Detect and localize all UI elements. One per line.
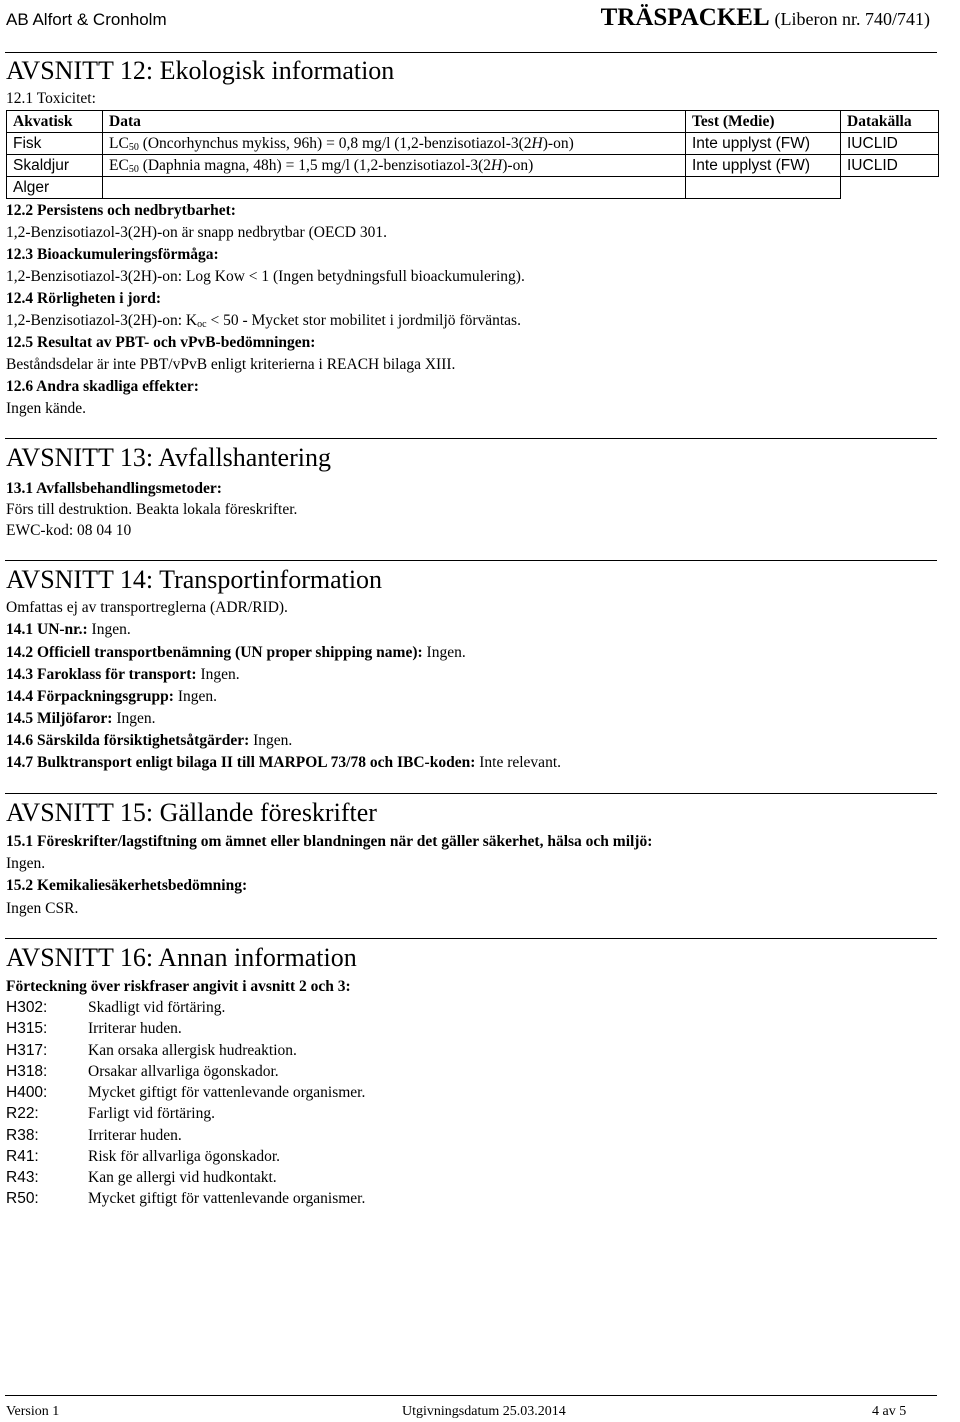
phrase-text: Orsakar allvarliga ögonskador.	[88, 1063, 279, 1080]
section-16-divider	[5, 938, 937, 939]
header-divider	[5, 52, 937, 53]
row-group: Skaldjur	[7, 155, 103, 177]
section-16-title: AVSNITT 16: Annan information	[6, 943, 357, 972]
section-15-divider	[5, 793, 937, 794]
transport-item: 14.1 UN-nr.: Ingen.	[6, 621, 131, 638]
footer-version: Version 1	[6, 1404, 60, 1419]
section-13-divider	[5, 438, 937, 439]
other-effects-text: Ingen kände.	[6, 400, 87, 417]
section-12-title: AVSNITT 12: Ekologisk information	[6, 56, 395, 85]
row-test: Inte upplyst (FW)	[686, 133, 841, 155]
chemical-safety-text: Ingen CSR.	[6, 900, 79, 917]
toxicity-heading: 12.1 Toxicitet:	[6, 90, 96, 107]
other-effects-heading: 12.6 Andra skadliga effekter:	[6, 378, 199, 395]
row-test: Inte upplyst (FW)	[686, 155, 841, 177]
regulations-text: Ingen.	[6, 855, 46, 872]
phrase-code: H302:	[6, 999, 48, 1016]
product-title	[601, 4, 930, 32]
row-data: $LC_{50}$ (Oncorhynchus mykiss, 96h) = 0,8 mg/l (1,2-benzisotiazol-3(2H)-on)	[103, 133, 686, 155]
footer-date: Utgivningsdatum 25.03.2014	[402, 1404, 566, 1419]
row-data: $EC_{50}$ (Daphnia magna, 48h) = 1,5 mg/l (1,2-benzisotiazol-3(2H)-on)	[103, 155, 686, 177]
phrase-code: R38:	[6, 1127, 39, 1144]
row-test	[686, 177, 841, 199]
table-row	[7, 177, 939, 199]
phrase-text: Farligt vid förtäring.	[88, 1105, 215, 1122]
row-group: Alger	[7, 177, 103, 199]
table-row	[7, 155, 939, 177]
transport-item: 14.4 Förpackningsgrupp: Ingen.	[6, 688, 217, 705]
transport-intro: Omfattas ej av transportreglerna (ADR/RID).	[6, 599, 288, 616]
footer-divider	[5, 1395, 937, 1396]
phrase-text: Irriterar huden.	[88, 1020, 182, 1037]
product-name: TRÄSPACKEL	[600, 4, 769, 31]
phrase-code: R22:	[6, 1105, 39, 1122]
ewc-code: EWC-kod: 08 04 10	[6, 522, 132, 539]
phrase-code: H400:	[6, 1084, 48, 1101]
row-source: IUCLID	[841, 133, 939, 155]
row-data	[103, 177, 686, 199]
transport-item: 14.6 Särskilda försiktighetsåtgärder: Ingen.	[6, 732, 293, 749]
row-group: Fisk	[7, 133, 103, 155]
persistence-heading: 12.2 Persistens och nedbrytbarhet:	[6, 202, 236, 219]
row-source	[841, 177, 939, 199]
col-source: Datakälla	[841, 111, 939, 133]
waste-text: Förs till destruktion. Beakta lokala föreskrifter.	[6, 501, 298, 518]
mobility-text: 1,2-Benzisotiazol-3(2H)-on: $K_{oc} < 50$ - Mycket stor mobilitet i jordmiljö förväntas.	[6, 312, 521, 330]
company-name: AB Alfort & Cronholm	[6, 10, 167, 29]
transport-item: 14.3 Faroklass för transport: Ingen.	[6, 666, 240, 683]
phrase-text: Kan orsaka allergisk hudreaktion.	[88, 1042, 297, 1059]
risk-phrases-heading: Förteckning över riskfraser angivit i avsnitt 2 och 3:	[6, 978, 351, 995]
phrase-text: Mycket giftigt för vattenlevande organismer.	[88, 1084, 366, 1101]
section-14-title: AVSNITT 14: Transportinformation	[6, 565, 383, 594]
section-15-title: AVSNITT 15: Gällande föreskrifter	[6, 798, 377, 827]
section-14-divider	[5, 560, 937, 561]
phrase-text: Kan ge allergi vid hudkontakt.	[88, 1169, 277, 1186]
chemical-safety-heading: 15.2 Kemikaliesäkerhetsbedömning:	[6, 877, 248, 894]
phrase-text: Irriterar huden.	[88, 1127, 182, 1144]
bioaccumulation-heading: 12.3 Bioackumuleringsförmåga:	[6, 246, 219, 263]
section-13-title: AVSNITT 13: Avfallshantering	[6, 443, 331, 472]
row-source: IUCLID	[841, 155, 939, 177]
phrase-code: H318:	[6, 1063, 48, 1080]
persistence-text: 1,2-Benzisotiazol-3(2H)-on är snapp nedbrytbar (OECD 301.	[6, 224, 387, 241]
phrase-code: R50:	[6, 1190, 39, 1207]
col-test: Test (Medie)	[686, 111, 841, 133]
transport-item: 14.7 Bulktransport enligt bilaga II till MARPOL 73/78 och IBC-koden: Inte relevant.	[6, 754, 561, 771]
toxicity-table	[6, 110, 939, 199]
regulations-heading: 15.1 Föreskrifter/lagstiftning om ämnet eller blandningen när det gäller säkerhet, hälsa och miljö:	[6, 833, 653, 850]
transport-item: 14.5 Miljöfaror: Ingen.	[6, 710, 156, 727]
product-code: (Liberon nr. 740/741)	[774, 9, 930, 29]
phrase-code: H315:	[6, 1020, 48, 1037]
phrase-code: H317:	[6, 1042, 48, 1059]
pbt-heading: 12.5 Resultat av PBT- och vPvB-bedömningen:	[6, 334, 316, 351]
col-data: Data	[103, 111, 686, 133]
phrase-code: R43:	[6, 1169, 39, 1186]
waste-heading: 13.1 Avfallsbehandlingsmetoder:	[6, 480, 222, 497]
mobility-heading: 12.4 Rörligheten i jord:	[6, 290, 161, 307]
phrase-text: Skadligt vid förtäring.	[88, 999, 226, 1016]
phrase-code: R41:	[6, 1148, 39, 1165]
phrase-text: Risk för allvarliga ögonskador.	[88, 1148, 280, 1165]
footer-page-number: 4 av 5	[872, 1404, 907, 1419]
phrase-text: Mycket giftigt för vattenlevande organismer.	[88, 1190, 366, 1207]
bioaccumulation-text: 1,2-Benzisotiazol-3(2H)-on: Log Kow < 1 (Ingen betydningsfull bioackumulering).	[6, 268, 525, 285]
pbt-text: Beståndsdelar är inte PBT/vPvB enligt kriterierna i REACH bilaga XIII.	[6, 356, 456, 373]
col-akvatisk: Akvatisk	[7, 111, 103, 133]
table-header-row	[7, 111, 939, 133]
transport-item: 14.2 Officiell transportbenämning (UN proper shipping name): Ingen.	[6, 644, 466, 661]
table-row	[7, 133, 939, 155]
